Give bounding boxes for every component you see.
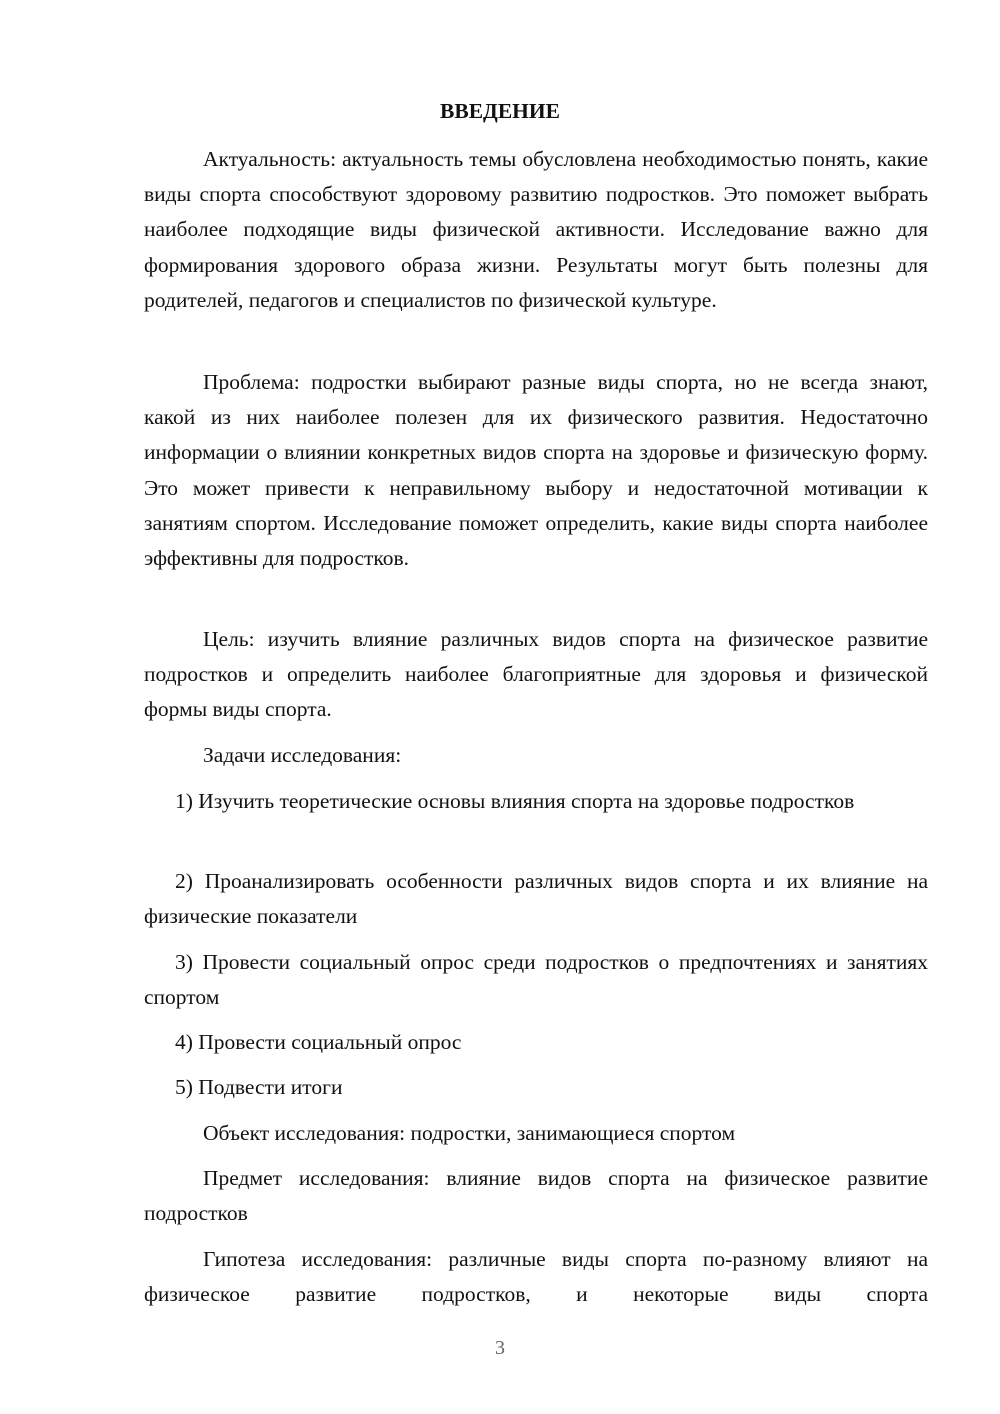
paragraph-subject: Предмет исследования: влияние видов спорта на физическое развитие подростков bbox=[144, 1166, 928, 1226]
paragraph-problem: Проблема: подростки выбирают разные виды спорта, но не всегда знают, какой из них наиболее полезен для их физического развития. Недостаточно информации о влиянии конкретных видов спорта на здоровье и физическую форму. Это может привести к неправильному выбору и недостаточной мотивации к занятиям спортом. Исследование поможет определить, какие виды спорта наиболее эффективны для подростков. bbox=[144, 370, 928, 571]
paragraph-hypothesis: Гипотеза исследования: различные виды спорта по-разному влияют на физическое развитие подростков, и некоторые виды спорта bbox=[144, 1247, 928, 1307]
task-item: 5) Подвести итоги bbox=[175, 1075, 343, 1099]
paragraph-object: Объект исследования: подростки, занимающиеся спортом bbox=[203, 1121, 736, 1145]
task-item: 4) Провести социальный опрос bbox=[175, 1030, 462, 1054]
task-item: 3) Провести социальный опрос среди подростков о предпочтениях и занятиях спортом bbox=[144, 950, 928, 1010]
tasks-heading: Задачи исследования: bbox=[203, 743, 402, 767]
page-number: 3 bbox=[495, 1337, 505, 1359]
section-title: ВВЕДЕНИЕ bbox=[440, 99, 560, 123]
paragraph-relevance: Актуальность: актуальность темы обусловлена необходимостью понять, какие виды спорта способствуют здоровому развитию подростков. Это поможет выбрать наиболее подходящие виды физической активности. Исследование важно для формирования здорового образа жизни. Результаты могут быть полезны для родителей, педагогов и специалистов по физической культуре. bbox=[144, 147, 928, 312]
task-item: 1) Изучить теоретические основы влияния спорта на здоровье подростков bbox=[175, 789, 855, 813]
task-item: 2) Проанализировать особенности различных видов спорта и их влияние на физические показатели bbox=[144, 869, 928, 929]
paragraph-goal: Цель: изучить влияние различных видов спорта на физическое развитие подростков и определить наиболее благоприятные для здоровья и физической формы виды спорта. bbox=[144, 627, 928, 722]
